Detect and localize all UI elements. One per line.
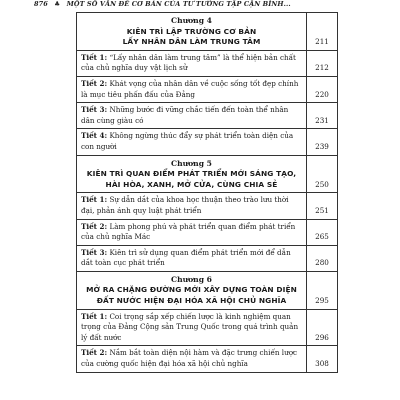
section-entry (77, 220, 307, 245)
section-page-number: 231 (315, 115, 329, 125)
section-page-number: 220 (315, 89, 329, 99)
section-page-number: 251 (315, 205, 329, 215)
chapter-heading (77, 156, 307, 193)
chapter-title-line: ĐẤT NƯỚC HIỆN ĐẠI HÓA XÃ HỘI CHỦ NGHĨA (96, 296, 287, 306)
running-head (34, 0, 291, 8)
section-label: Tiết 3: (81, 105, 108, 115)
chapter-title-line: LẤY NHÂN DÂN LÀM TRUNG TÂM (122, 37, 261, 47)
section-entry (77, 246, 307, 271)
section-title: Coi trọng sắp xếp chiến lược là kinh nghiệm quan trọng của Đảng Cộng sản Trung Quốc trong quá trình quản lý đất nước (81, 311, 299, 342)
chapter-title-line: HÀI HÒA, XANH, MỞ CỬA, CÙNG CHIA SẺ (105, 179, 278, 189)
section-page-number: 239 (315, 141, 329, 151)
section-page-number: 308 (315, 359, 329, 369)
section-title: Làm phong phú và phát triển quan điểm phát triển của chủ nghĩa Mác (81, 221, 296, 242)
section-entry (77, 310, 307, 346)
section-entry (77, 129, 307, 154)
chapter-row[interactable] (77, 13, 337, 51)
section-page-number: 296 (315, 332, 329, 342)
section-label: Tiết 2: (81, 348, 108, 358)
chapter-page-number: 295 (315, 296, 329, 306)
section-entry (77, 103, 307, 128)
section-page-number: 280 (315, 258, 329, 268)
section-page-number: 265 (315, 232, 329, 242)
running-head-title: MỘT SỐ VẤN ĐỀ CƠ BẢN CỦA TƯ TƯỞNG TẬP CẬN BÌNH... (66, 0, 291, 8)
section-title: Những bước đi vững chắc tiến đến toàn thể nhân dân cùng giàu có (81, 105, 289, 125)
section-title: Kiên trì sử dụng quan điểm phát triển mới để dẫn dắt toàn cục phát triển (81, 247, 291, 268)
section-title: “Lấy nhân dân làm trung tâm” là thể hiện bản chất của chủ nghĩa duy vật lịch sử (81, 52, 296, 73)
section-entry (77, 346, 307, 371)
chapter-page-number: 250 (315, 179, 329, 189)
chapter-heading (77, 13, 307, 50)
section-title: Sự dẫn dắt của khoa học thuận theo trào lưu thời đại, phản ánh quy luật phát triển (81, 195, 289, 215)
section-row[interactable] (77, 220, 337, 246)
section-row[interactable] (77, 51, 337, 77)
section-title: Không ngừng thúc đẩy sự phát triển toàn diện của con người (81, 131, 294, 151)
section-row[interactable] (77, 193, 337, 219)
chapter-number: Chương 5 (171, 158, 212, 168)
table-of-contents (76, 12, 338, 373)
section-row[interactable] (77, 346, 337, 372)
section-entry (77, 77, 307, 102)
section-row[interactable] (77, 77, 337, 103)
ornament-icon: ♣ (54, 0, 61, 8)
section-label: Tiết 4: (81, 131, 108, 141)
section-row[interactable] (77, 246, 337, 272)
chapter-row[interactable] (77, 156, 337, 194)
section-label: Tiết 1: (81, 52, 108, 62)
chapter-title-line: MỞ RA CHẶNG ĐƯỜNG MỚI XÂY DỰNG TOÀN DIỆN (86, 285, 297, 295)
section-title: Khát vọng của nhân dân về cuộc sống tốt đẹp chính là mục tiêu phấn đấu của Đảng (81, 78, 299, 99)
section-row[interactable] (77, 310, 337, 347)
chapter-number: Chương 6 (171, 274, 212, 284)
section-label: Tiết 2: (81, 221, 108, 231)
section-label: Tiết 1: (81, 195, 108, 205)
section-label: Tiết 3: (81, 247, 108, 257)
chapter-title-line: KIÊN TRÌ QUAN ĐIỂM PHÁT TRIỂN MỚI SÁNG TẠO, (86, 169, 297, 179)
section-row[interactable] (77, 103, 337, 129)
chapter-title-line: KIÊN TRÌ LẬP TRƯỜNG CƠ BẢN (126, 26, 257, 36)
section-entry (77, 193, 307, 218)
section-title: Nắm bắt toàn diện nội hàm và đặc trưng chiến lược của cường quốc hiện đại hóa xã hội chủ nghĩa (81, 348, 298, 369)
section-label: Tiết 1: (81, 311, 108, 321)
chapter-page-number: 211 (315, 37, 329, 47)
chapter-row[interactable] (77, 272, 337, 310)
chapter-heading (77, 272, 307, 309)
section-label: Tiết 2: (81, 78, 108, 88)
page-number: 876 (34, 0, 48, 8)
section-entry (77, 51, 307, 76)
section-page-number: 212 (315, 63, 329, 73)
section-row[interactable] (77, 129, 337, 155)
chapter-number: Chương 4 (171, 16, 212, 25)
